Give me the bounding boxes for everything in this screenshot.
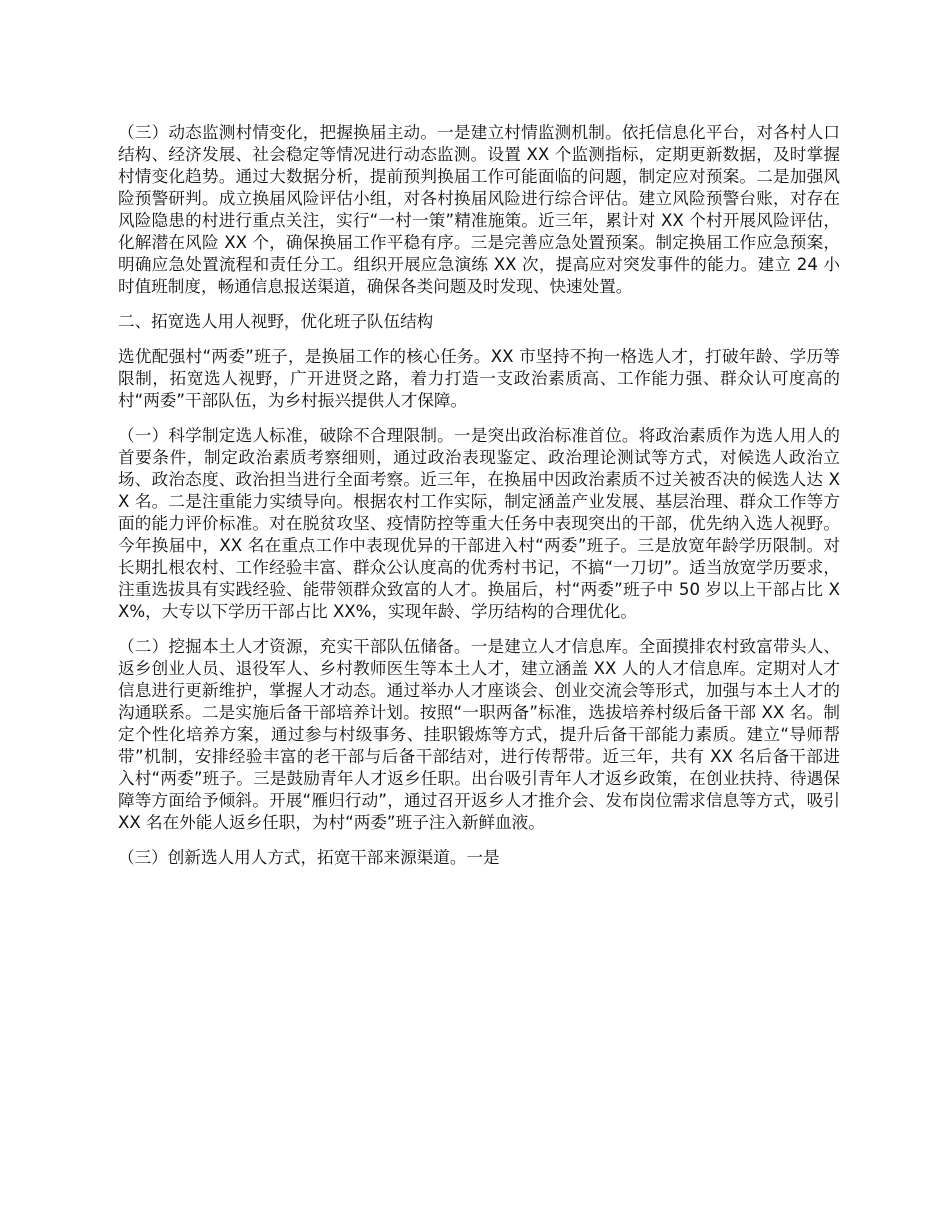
paragraph-standards: （一）科学制定选人标准，破除不合理限制。一是突出政治标准首位。将政治素质作为选人用人的首要条件，制定政治素质考察细则，通过政治表现鉴定、政治理论测试等方式，对候选人政治立场、政治态度、政治担当进行全面考察。近三年，在换届中因政治素质不过关被否决的候选人达 XX 名。二是注重能力实绩导向。根据农村工作实际，制定涵盖产业发展、基层治理、群众工作等方面的能力评价标准。对在脱贫攻坚、疫情防控等重大任务中表现突出的干部，优先纳入选人视野。今年换届中，XX 名在重点工作中表现优异的干部进入村“两委”班子。三是放宽年龄学历限制。对长期扎根农村、工作经验丰富、群众公认度高的优秀村书记，不搞“一刀切”。适当放宽学历要求，注重选拔具有实践经验、能带领群众致富的人才。换届后，村“两委”班子中 50 岁以上干部占比 XX%，大专以下学历干部占比 XX%，实现年龄、学历结构的合理优化。	[118, 426, 840, 621]
paragraph-local-talent: （二）挖掘本土人才资源，充实干部队伍储备。一是建立人才信息库。全面摸排农村致富带头人、返乡创业人员、退役军人、乡村教师医生等本土人才，建立涵盖 XX 人的人才信息库。定期对人才信息进行更新维护，掌握人才动态。通过举办人才座谈会、创业交流会等形式，加强与本土人才的沟通联系。二是实施后备干部培养计划。按照“一职两备”标准，选拔培养村级后备干部 XX 名。制定个性化培养方案，通过参与村级事务、挂职锻炼等方式，提升后备干部能力素质。建立“导师帮带”机制，安排经验丰富的老干部与后备干部结对，进行传帮带。近三年，共有 XX 名后备干部进入村“两委”班子。三是鼓励青年人才返乡任职。出台吸引青年人才返乡政策，在创业扶持、待遇保障等方面给予倾斜。开展“雁归行动”，通过召开返乡人才推介会、发布岗位需求信息等方式，吸引 XX 名在外能人返乡任职，为村“两委”班子注入新鲜血液。	[118, 637, 840, 832]
paragraph-monitoring: （三）动态监测村情变化，把握换届主动。一是建立村情监测机制。依托信息化平台，对各村人口结构、经济发展、社会稳定等情况进行动态监测。设置 XX 个监测指标，定期更新数据，及时掌握村情变化趋势。通过大数据分析，提前预判换届工作可能面临的问题，制定应对预案。二是加强风险预警研判。成立换届风险评估小组，对各村换届风险进行综合评估。建立风险预警台账，对存在风险隐患的村进行重点关注，实行“一村一策”精准施策。近三年，累计对 XX 个村开展风险评估，化解潜在风险 XX 个，确保换届工作平稳有序。三是完善应急处置预案。制定换届工作应急预案，明确应急处置流程和责任分工。组织开展应急演练 XX 次，提高应对突发事件的能力。建立 24 小时值班制度，畅通信息报送渠道，确保各类问题及时发现、快速处置。	[118, 123, 840, 296]
paragraph-intro: 选优配强村“两委”班子，是换届工作的核心任务。XX 市坚持不拘一格选人才，打破年龄、学历等限制，拓宽选人视野，广开进贤之路，着力打造一支政治素质高、工作能力强、群众认可度高的村“两委”干部队伍，为乡村振兴提供人才保障。	[118, 347, 840, 410]
section-heading-two: 二、拓宽选人用人视野，优化班子队伍结构	[118, 312, 434, 331]
document-page	[118, 122, 840, 882]
paragraph-innovation: （三）创新选人用人方式，拓宽干部来源渠道。一是	[118, 848, 500, 867]
